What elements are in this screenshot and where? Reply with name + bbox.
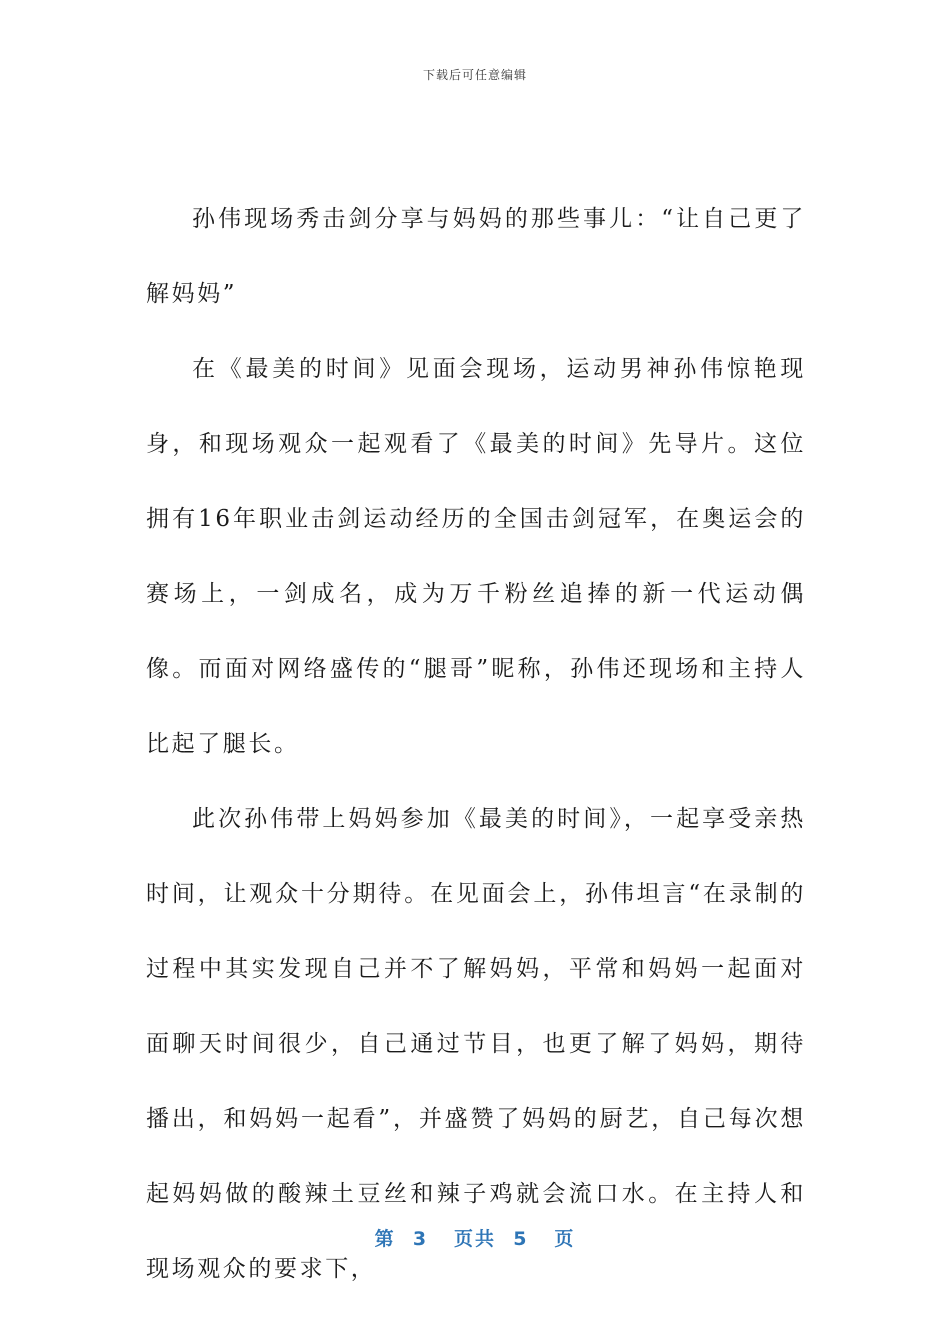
footer-prefix: 第 (374, 1228, 396, 1250)
page-footer (0, 1224, 950, 1251)
article-title-paragraph: 孙伟现场秀击剑分享与妈妈的那些事儿：“让自己更了解妈妈” (146, 206, 806, 307)
article-paragraph: 此次孙伟带上妈妈参加《最美的时间》，一起享受亲热时间，让观众十分期待。在见面会上，孙伟坦言“在录制的过程中其实发现自己并不了解妈妈，平常和妈妈一起面对面聊天时间很少，自己通过节目，也更了解了妈妈，期待播出，和妈妈一起看”，并盛赞了妈妈的厨艺，自己每次想起妈妈做的酸辣土豆丝和辣子鸡就会流口水。在主持人和现场观众的要求下， (146, 806, 806, 1282)
footer-middle: 页共 (453, 1228, 496, 1250)
footer-page-number: 3 (412, 1228, 429, 1250)
footer-suffix: 页 (554, 1228, 576, 1250)
article-body (146, 182, 806, 1307)
article-paragraph: 在《最美的时间》见面会现场，运动男神孙伟惊艳现身，和现场观众一起观看了《最美的时间》先导片。这位拥有16年职业击剑运动经历的全国击剑冠军，在奥运会的赛场上，一剑成名，成为万千粉丝追捧的新一代运动偶像。而面对网络盛传的“腿哥”昵称，孙伟还现场和主持人比起了腿长。 (146, 356, 806, 757)
footer-total-pages: 5 (513, 1228, 529, 1250)
header-note: 下载后可任意编辑 (422, 68, 527, 82)
